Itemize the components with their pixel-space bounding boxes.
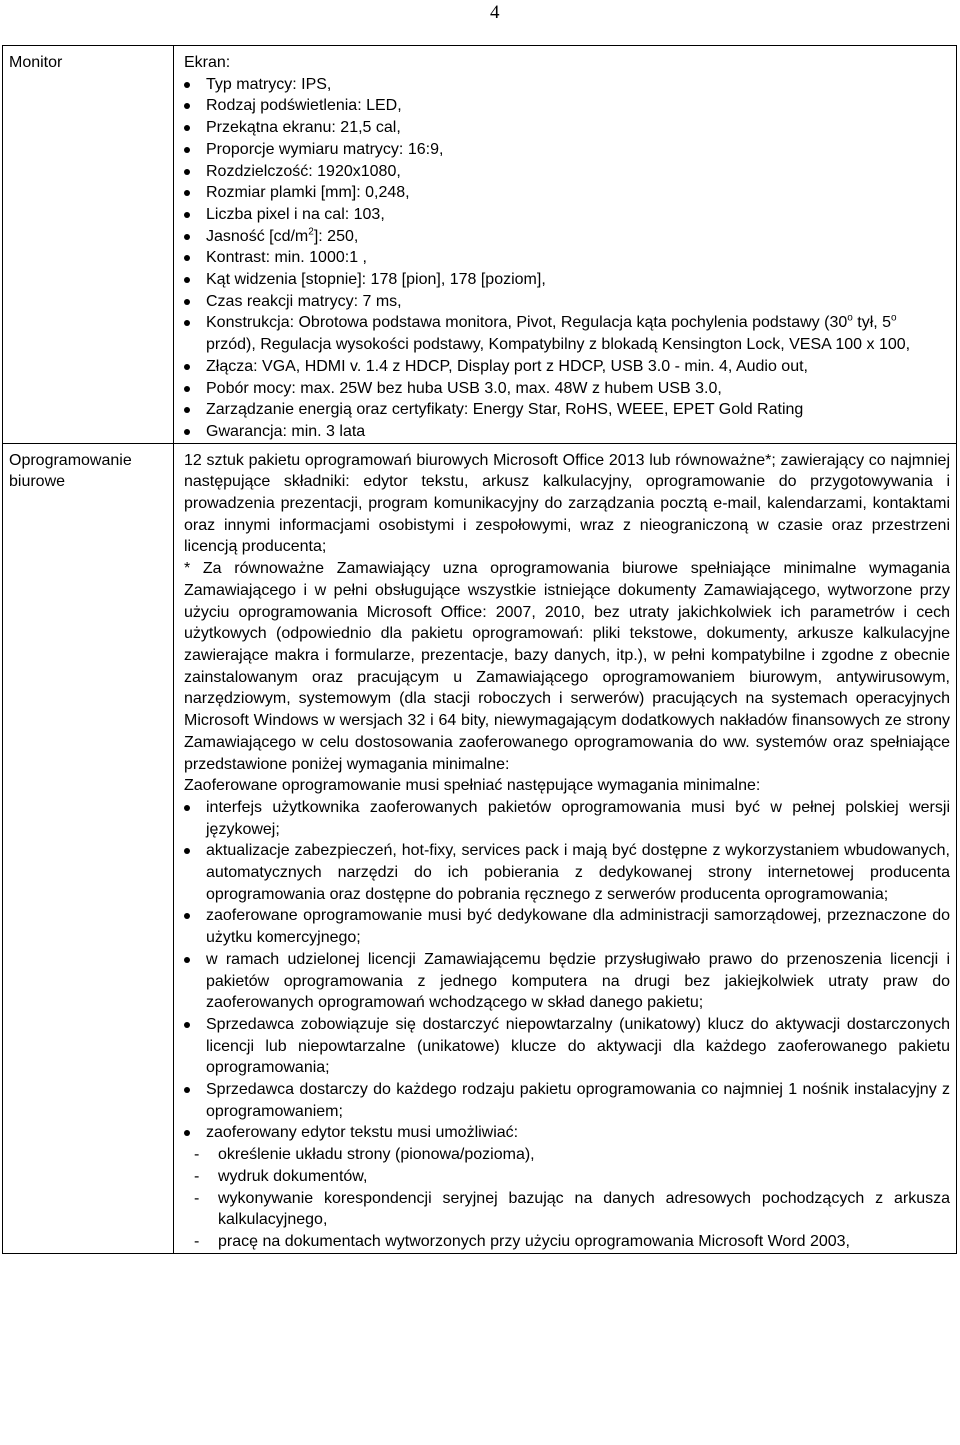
office-paragraph: 12 sztuk pakietu oprogramowań biurowych Microsoft Office 2013 lub równoważne*; zawierający co najmniej następujące składniki: edytor tekstu, arkusz kalkulacyjny, oprogramowanie do przygotowywania i prowadzenia prezentacji, program komunikacyjny do zarządzania pocztą e-mail, kalendarzami, kontaktami oraz innymi informacjami osobistymi i zespołowymi, wraz z nieograniczoną w czasie oraz przestrzeni licencją producenta; [184, 451, 950, 556]
office-row [3, 443, 957, 1253]
spec-item-brightness: Jasność $[cd/m^2]$: 250, [184, 226, 950, 248]
spec-item: Rozdzielczość: 1920x1080, [184, 161, 950, 183]
equivalence-paragraph: * Za równoważne Zamawiający uzna oprogramowania biurowe spełniające minimalne wymagania Zamawiającego i w pełni obsługujące wszystkie istniejące dokumenty Zamawiającego, wytworzone przy użyciu oprogramowania Microsoft Office: 2007, 2010, bez utraty jakichkolwiek ich parametrów i cech użytkowych (odpowiednio dla pakietu oprogramowań: pliki tekstowe, dokumenty, arkusze kalkulacyjne zawierające makra i formularze, prezentacje, bazy danych, itp.), w pełni kompatybilne i zgodne z obecnie zainstalowanym oraz pracującym u Zamawiającego oprogramowaniem biurowym, antywirusowym, narzędziowym, systemowym (dla stacji roboczych i serwerów) pracujących na systemach operacyjnych Microsoft Windows w wersjach 32 i 64 bity, niewymagającym dodatkowych nakładów finansowych ze strony Zamawiającego w celu dostosowania zaoferowanego oprogramowania do ww. systemów oraz spełniające przedstawione poniżej wymagania minimalne: [184, 560, 950, 773]
spec-item: Proporcje wymiaru matrycy: 16:9, [184, 139, 950, 161]
screen-heading: Ekran: [184, 54, 231, 71]
requirement-item: interfejs użytkownika zaoferowanych pakietów oprogramowania musi być w pełnej polskiej wersji językowej; [184, 797, 950, 840]
spec-item: Czas reakcji matrycy: 7 ms, [184, 291, 950, 313]
editor-features-list [184, 1144, 950, 1253]
spec-item: Przekątna ekranu: 21,5 cal, [184, 117, 950, 139]
monitor-spec-list [184, 74, 950, 443]
editor-feature-item: - określenie układu strony (pionowa/pozioma), [184, 1144, 950, 1166]
monitor-label-text: Monitor [9, 54, 63, 71]
requirement-item: w ramach udzielonej licencji Zamawiającemu będzie przysługiwało prawo do przenoszenia licencji i pakietów oprogramowania z jednego komputera na drugi bez jakiejkolwiek utraty praw do zaoferowanych oprogramowań wchodzącego w skład danego pakietu; [184, 949, 950, 1014]
spec-item: Kontrast: min. 1000:1 , [184, 247, 950, 269]
monitor-specs [174, 46, 957, 444]
specification-table [2, 45, 957, 1254]
editor-feature-item: - wydruk dokumentów, [184, 1166, 950, 1188]
office-label-line: biurowe [9, 473, 66, 491]
requirement-item: Sprzedawca dostarczy do każdego rodzaju pakietu oprogramowania co najmniej 1 nośnik instalacyjny z oprogramowaniem; [184, 1079, 950, 1122]
office-specs [174, 443, 957, 1253]
spec-item: Rozmiar plamki [mm]: 0,248, [184, 182, 950, 204]
requirement-item: zaoferowane oprogramowanie musi być dedykowane dla administracji samorządowej, przeznaczone do użytku komercyjnego; [184, 905, 950, 948]
monitor-row [3, 46, 957, 444]
requirement-item: zaoferowany edytor tekstu musi umożliwiać: [184, 1122, 950, 1144]
page-number: 4 [490, 2, 500, 23]
spec-item-construction: Konstrukcja: Obrotowa podstawa monitora, Pivot, Regulacja kąta pochylenia podstawy (30$^o$ tył, 5$^o$ przód), Regulacja wysokości podstawy, Kompatybilny z blokadą Kensington Lock, VESA 100 x 100, [184, 312, 950, 355]
office-label-line: Oprogramowanie [9, 451, 132, 469]
monitor-label [3, 46, 174, 444]
requirement-item: Sprzedawca zobowiązuje się dostarczyć niepowtarzalny (unikatowy) klucz do aktywacji dostarczonych licencji lub niepowtarzalne (unikatowe) klucze do aktywacji dla każdego zaoferowanego pakietu oprogramowania; [184, 1014, 950, 1079]
requirement-item: aktualizacje zabezpieczeń, hot-fixy, services pack i mają być dostępne z wykorzystaniem wbudowanych, automatycznych narzędzi do ich pobierania z dedykowanej strony internetowej producenta oprogramowania oraz dostępne do pobrania ręcznego z serwerów producenta oprogramowania; [184, 840, 950, 905]
office-label [3, 443, 174, 1253]
spec-item: Liczba pixel i na cal: 103, [184, 204, 950, 226]
requirements-intro: Zaoferowane oprogramowanie musi spełniać następujące wymagania minimalne: [184, 777, 761, 795]
spec-item: Typ matrycy: IPS, [184, 74, 950, 96]
spec-item: Pobór mocy: max. 25W bez huba USB 3.0, max. 48W z hubem USB 3.0, [184, 378, 950, 400]
editor-feature-item: - wykonywanie korespondencji seryjnej bazując na danych adresowych pochodzących z arkusza kalkulacyjnego, [184, 1188, 950, 1231]
spec-item: Gwarancja: min. 3 lata [184, 421, 950, 443]
spec-item: Rodzaj podświetlenia: LED, [184, 95, 950, 117]
spec-item: Złącza: VGA, HDMI v. 1.4 z HDCP, Display port z HDCP, USB 3.0 - min. 4, Audio out, [184, 356, 950, 378]
editor-feature-item: - pracę na dokumentach wytworzonych przy użyciu oprogramowania Microsoft Word 2003, [184, 1231, 950, 1253]
requirements-list [184, 797, 950, 1144]
spec-item: Zarządzanie energią oraz certyfikaty: Energy Star, RoHS, WEEE, EPET Gold Rating [184, 399, 950, 421]
spec-item: Kąt widzenia [stopnie]: 178 [pion], 178 [poziom], [184, 269, 950, 291]
